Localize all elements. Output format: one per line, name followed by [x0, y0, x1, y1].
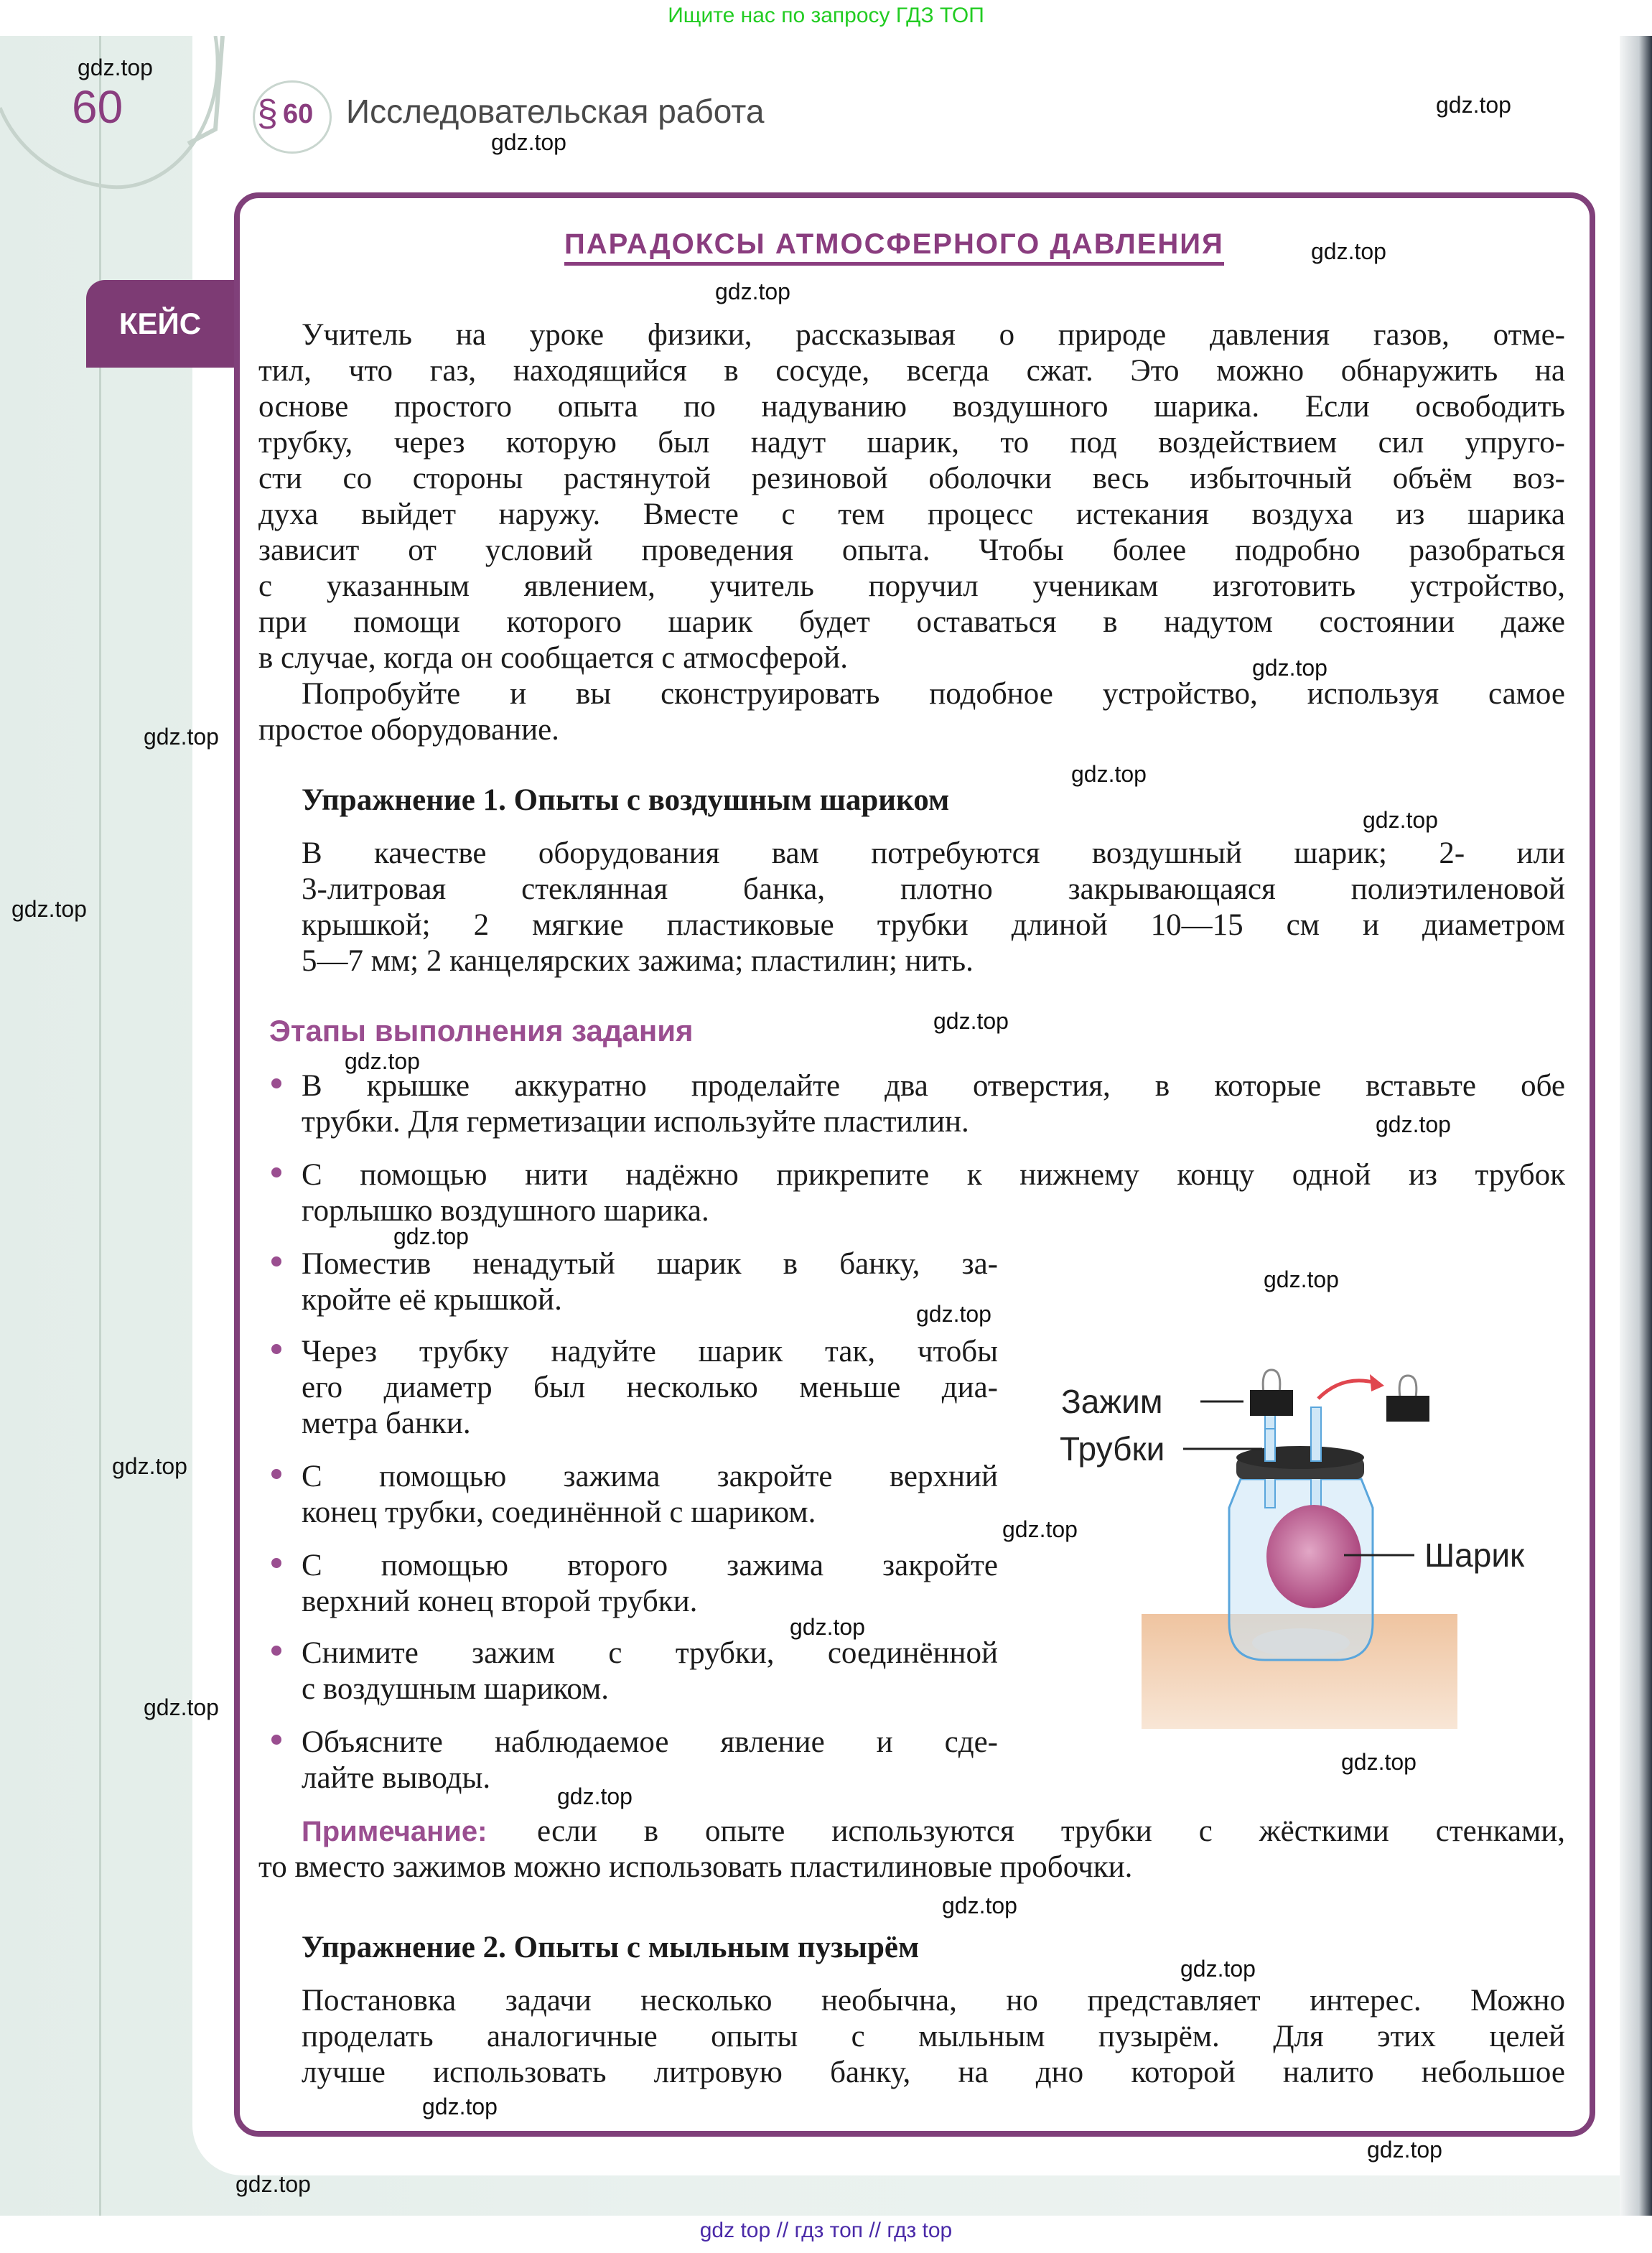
watermark: gdz.top	[942, 1893, 1017, 1918]
step-line: С помощью второго зажима закройте	[302, 1549, 998, 1582]
case-tab-label: КЕЙС	[118, 307, 202, 340]
watermark: gdz.top	[144, 724, 219, 750]
step-line: Объясните наблюдаемое явление и сде-	[302, 1725, 998, 1759]
footer-links[interactable]: gdz top // гдз топ // гдз top	[699, 2219, 953, 2242]
watermark: gdz.top	[491, 129, 566, 155]
page-edge	[1620, 36, 1652, 2216]
watermark: gdz.top	[916, 1301, 991, 1327]
watermark: gdz.top	[112, 1453, 187, 1479]
step-line: Поместив ненадутый шарик в банку, за-	[302, 1247, 998, 1281]
top-banner[interactable]: Ищите нас по запросу ГДЗ ТОП	[668, 4, 984, 27]
watermark: gdz.top	[1071, 761, 1147, 787]
step-line: Снимите зажим с трубки, соединённой	[302, 1636, 998, 1670]
exercise2-line: лучше использовать литровую банку, на дно которой налито небольшое	[302, 2056, 1565, 2089]
bullet-icon	[271, 1469, 281, 1479]
intro-line: духа выйдет наружу. Вместе с тем процесс истекания воздуха из шарика	[258, 498, 1565, 531]
watermark: gdz.top	[422, 2094, 498, 2119]
step-line: лайте выводы.	[302, 1761, 491, 1795]
watermark: gdz.top	[1341, 1749, 1417, 1775]
clamp-label: Зажим	[1061, 1383, 1163, 1420]
step-line: верхний конец второй трубки.	[302, 1585, 698, 1618]
watermark: gdz.top	[235, 2171, 311, 2197]
watermark: gdz.top	[1376, 1111, 1451, 1137]
watermark: gdz.top	[557, 1783, 633, 1809]
exercise1-line: 5—7 мм; 2 канцелярских зажима; пластилин; нить.	[302, 944, 974, 978]
intro-line: при помощи которого шарик будет оставаться в надутом состоянии даже	[258, 605, 1565, 639]
intro-line: Попробуйте и вы сконструировать подобное устройство, используя самое	[302, 677, 1565, 711]
step-line: горлышко воздушного шарика.	[302, 1194, 709, 1228]
intro-line: зависит от условий проведения опыта. Чтобы более подробно разобраться	[258, 533, 1565, 567]
case-heading: ПАРАДОКСЫ АТМОСФЕРНОГО ДАВЛЕНИЯ	[564, 228, 1224, 266]
intro-line: Учитель на уроке физики, рассказывая о природе давления газов, отме-	[302, 318, 1565, 352]
watermark: gdz.top	[78, 55, 153, 80]
stages-title: Этапы выполнения задания	[269, 1014, 694, 1048]
exercise1-line: крышкой; 2 мягкие пластиковые трубки длиной 10—15 см и диаметром	[302, 908, 1565, 942]
note-label: Примечание:	[302, 1816, 487, 1847]
watermark: gdz.top	[1311, 238, 1386, 264]
step-line: его диаметр был несколько меньше диа-	[302, 1371, 998, 1404]
section-number: 60	[283, 99, 314, 129]
bullet-icon	[271, 1256, 281, 1267]
intro-line: сти со стороны растянутой резиновой оболочки весь избыточный объём воз-	[258, 462, 1565, 495]
watermark: gdz.top	[1264, 1267, 1339, 1292]
watermark: gdz.top	[1252, 655, 1327, 681]
intro-line: основе простого опыта по надуванию воздушного шарика. Если освободить	[258, 390, 1565, 424]
watermark: gdz.top	[11, 896, 87, 922]
watermark: gdz.top	[1002, 1516, 1078, 1542]
clamp-icon	[1250, 1370, 1293, 1416]
step-line: кройте её крышкой.	[302, 1283, 562, 1317]
exercise2-line: Постановка задачи несколько необычна, но представляет интерес. Можно	[302, 1984, 1565, 2018]
removed-clamp-icon	[1386, 1376, 1429, 1422]
step-line: с воздушным шариком.	[302, 1672, 609, 1706]
section-title: Исследовательская работа	[346, 93, 765, 130]
exercise1-line: В качестве оборудования вам потребуются воздушный шарик; 2- или	[302, 836, 1565, 870]
note-line: то вместо зажимов можно использовать пластилиновые пробочки.	[258, 1850, 1133, 1884]
balloon	[1266, 1505, 1361, 1608]
step-line: С помощью нити надёжно прикрепите к нижнему концу одной из трубок	[302, 1158, 1565, 1192]
bullet-icon	[271, 1167, 281, 1177]
watermark: gdz.top	[1180, 1956, 1256, 1982]
jar-bottom	[1252, 1628, 1350, 1657]
exercise1-title: Упражнение 1. Опыты с воздушным шариком	[302, 783, 950, 817]
watermark: gdz.top	[1363, 807, 1438, 833]
intro-line: с указанным явлением, учитель поручил ученикам изготовить устройство,	[258, 569, 1565, 603]
step-line: В крышке аккуратно проделайте два отверстия, в которые вставьте обе	[302, 1069, 1565, 1103]
page-number: 60	[72, 81, 123, 133]
intro-line: в случае, когда он сообщается с атмосферой.	[258, 641, 848, 675]
bullet-icon	[271, 1558, 281, 1568]
bullet-icon	[271, 1344, 281, 1354]
watermark: gdz.top	[1436, 92, 1511, 118]
note-line: если в опыте используются трубки с жёсткими стенками,	[537, 1814, 1565, 1848]
bullet-icon	[271, 1735, 281, 1745]
tubes-label: Трубки	[1060, 1430, 1165, 1468]
step-line: С помощью зажима закройте верхний	[302, 1460, 998, 1493]
exercise2-title: Упражнение 2. Опыты с мыльным пузырём	[302, 1931, 920, 1964]
watermark: gdz.top	[144, 1694, 219, 1720]
intro-line: тил, что газ, находящийся в сосуде, всегда сжат. Это можно обнаружить на	[258, 354, 1565, 388]
watermark: gdz.top	[1367, 2137, 1442, 2163]
step-line: конец трубки, соединённой с шариком.	[302, 1496, 816, 1529]
watermark: gdz.top	[933, 1008, 1009, 1034]
exercise2-line: проделать аналогичные опыты с мыльным пузырём. Для этих целей	[302, 2020, 1565, 2053]
watermark: gdz.top	[393, 1223, 469, 1249]
intro-line: простое оборудование.	[258, 713, 559, 747]
balloon-label: Шарик	[1424, 1536, 1525, 1574]
step-line: трубки. Для герметизации используйте пластилин.	[302, 1105, 969, 1139]
bullet-icon	[271, 1646, 281, 1656]
watermark: gdz.top	[345, 1048, 420, 1074]
bullet-icon	[271, 1078, 281, 1088]
intro-line: трубку, через которую был надут шарик, то под воздействием сил упруго-	[258, 426, 1565, 460]
watermark: gdz.top	[790, 1614, 865, 1640]
section-sign: §	[257, 93, 278, 134]
arrow-icon	[1318, 1381, 1376, 1399]
step-line: метра банки.	[302, 1407, 471, 1440]
watermark: gdz.top	[715, 279, 790, 304]
step-line: Через трубку надуйте шарик так, чтобы	[302, 1335, 998, 1368]
experiment-figure	[1048, 1350, 1565, 1737]
exercise1-line: 3-литровая стеклянная банка, плотно закрывающаяся полиэтиленовой	[302, 872, 1565, 906]
case-tab	[86, 280, 234, 368]
